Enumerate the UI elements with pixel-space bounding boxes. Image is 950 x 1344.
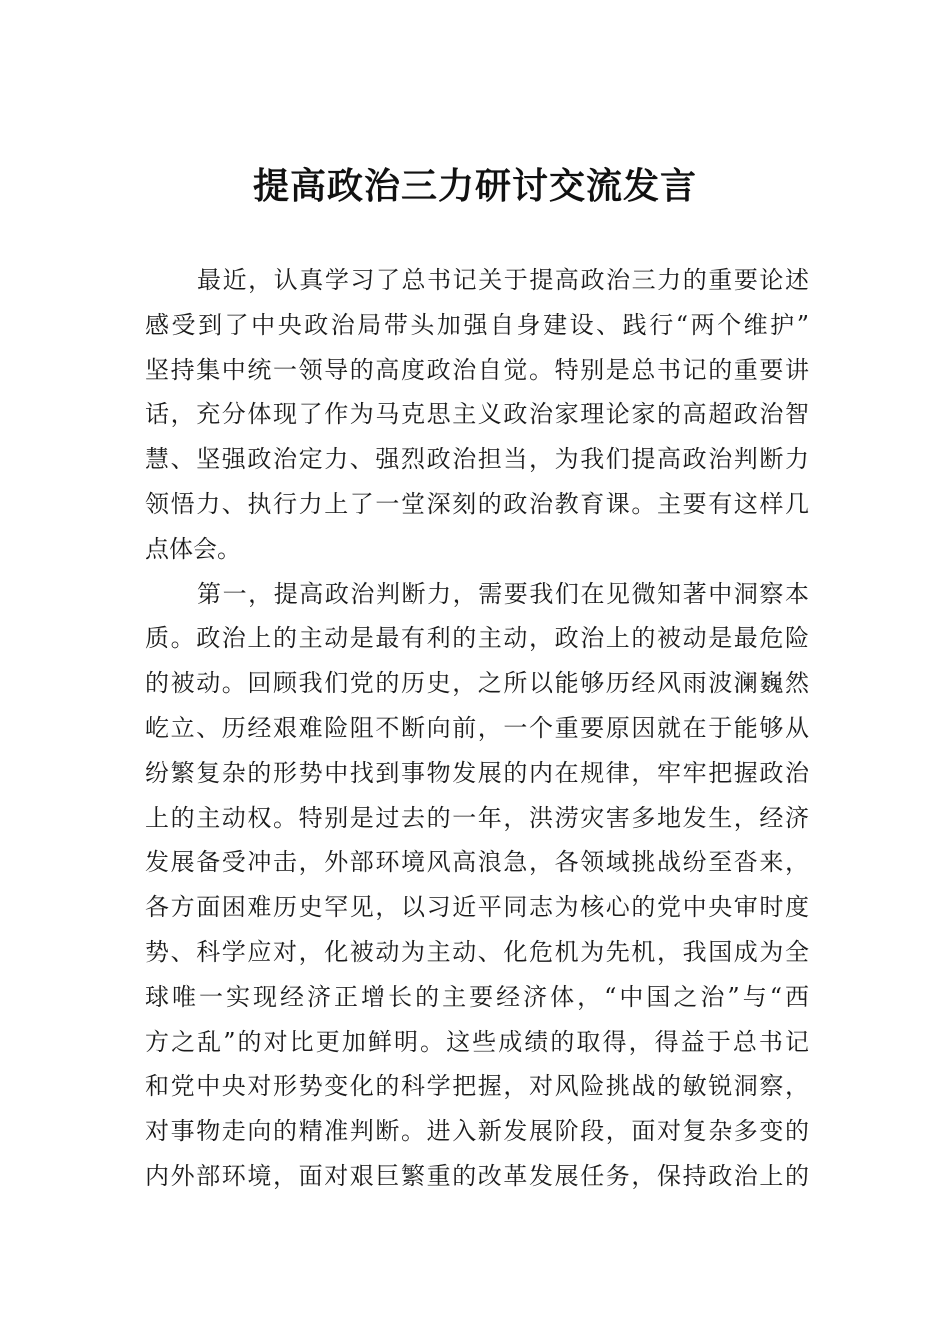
text-line: 质。政治上的主动是最有利的主动，政治上的被动是最危险 (145, 624, 809, 653)
text-line: 方之乱”的对比更加鲜明。这些成绩的取得，得益于总书记 (145, 1027, 809, 1056)
document-title: 提高政治三力研讨交流发言 (252, 165, 697, 207)
text-line: 领悟力、执行力上了一堂深刻的政治教育课。主要有这样几 (145, 489, 809, 518)
text-line: 发展备受冲击，外部环境风高浪急，各领域挑战纷至沓来， (145, 848, 809, 877)
text-line: 球唯一实现经济正增长的主要经济体，“中国之治”与“西 (145, 982, 809, 1011)
text-line: 话，充分体现了作为马克思主义政治家理论家的高超政治智 (145, 400, 809, 429)
text-line: 的被动。回顾我们党的历史，之所以能够历经风雨波澜巍然 (145, 669, 809, 698)
text-line: 屹立、历经艰难险阻不断向前，一个重要原因就在于能够从 (145, 713, 809, 742)
document-body (145, 258, 809, 1199)
text-line: 感受到了中央政治局带头加强自身建设、践行“两个维护” (145, 310, 809, 339)
paragraph-1 (145, 258, 809, 572)
text-line: 最近，认真学习了总书记关于提高政治三力的重要论述 (197, 266, 809, 294)
text-line: 上的主动权。特别是过去的一年，洪涝灾害多地发生，经济 (145, 803, 809, 832)
text-line: 内外部环境，面对艰巨繁重的改革发展任务，保持政治上的 (145, 1161, 809, 1190)
paragraph-2 (145, 572, 809, 1199)
text-line: 势、科学应对，化被动为主动、化危机为先机，我国成为全 (145, 937, 809, 966)
text-line: 各方面困难历史罕见，以习近平同志为核心的党中央审时度 (145, 893, 809, 922)
text-line: 点体会。 (145, 534, 241, 563)
text-line: 和党中央对形势变化的科学把握，对风险挑战的敏锐洞察， (145, 1072, 809, 1101)
text-line: 对事物走向的精准判断。进入新发展阶段，面对复杂多变的 (145, 1117, 809, 1146)
text-line: 坚持集中统一领导的高度政治自觉。特别是总书记的重要讲 (145, 355, 809, 384)
text-line: 纷繁复杂的形势中找到事物发展的内在规律，牢牢把握政治 (145, 758, 809, 787)
text-line: 慧、坚强政治定力、强烈政治担当，为我们提高政治判断力 (145, 445, 809, 474)
text-line: 第一，提高政治判断力，需要我们在见微知著中洞察本 (197, 579, 809, 608)
